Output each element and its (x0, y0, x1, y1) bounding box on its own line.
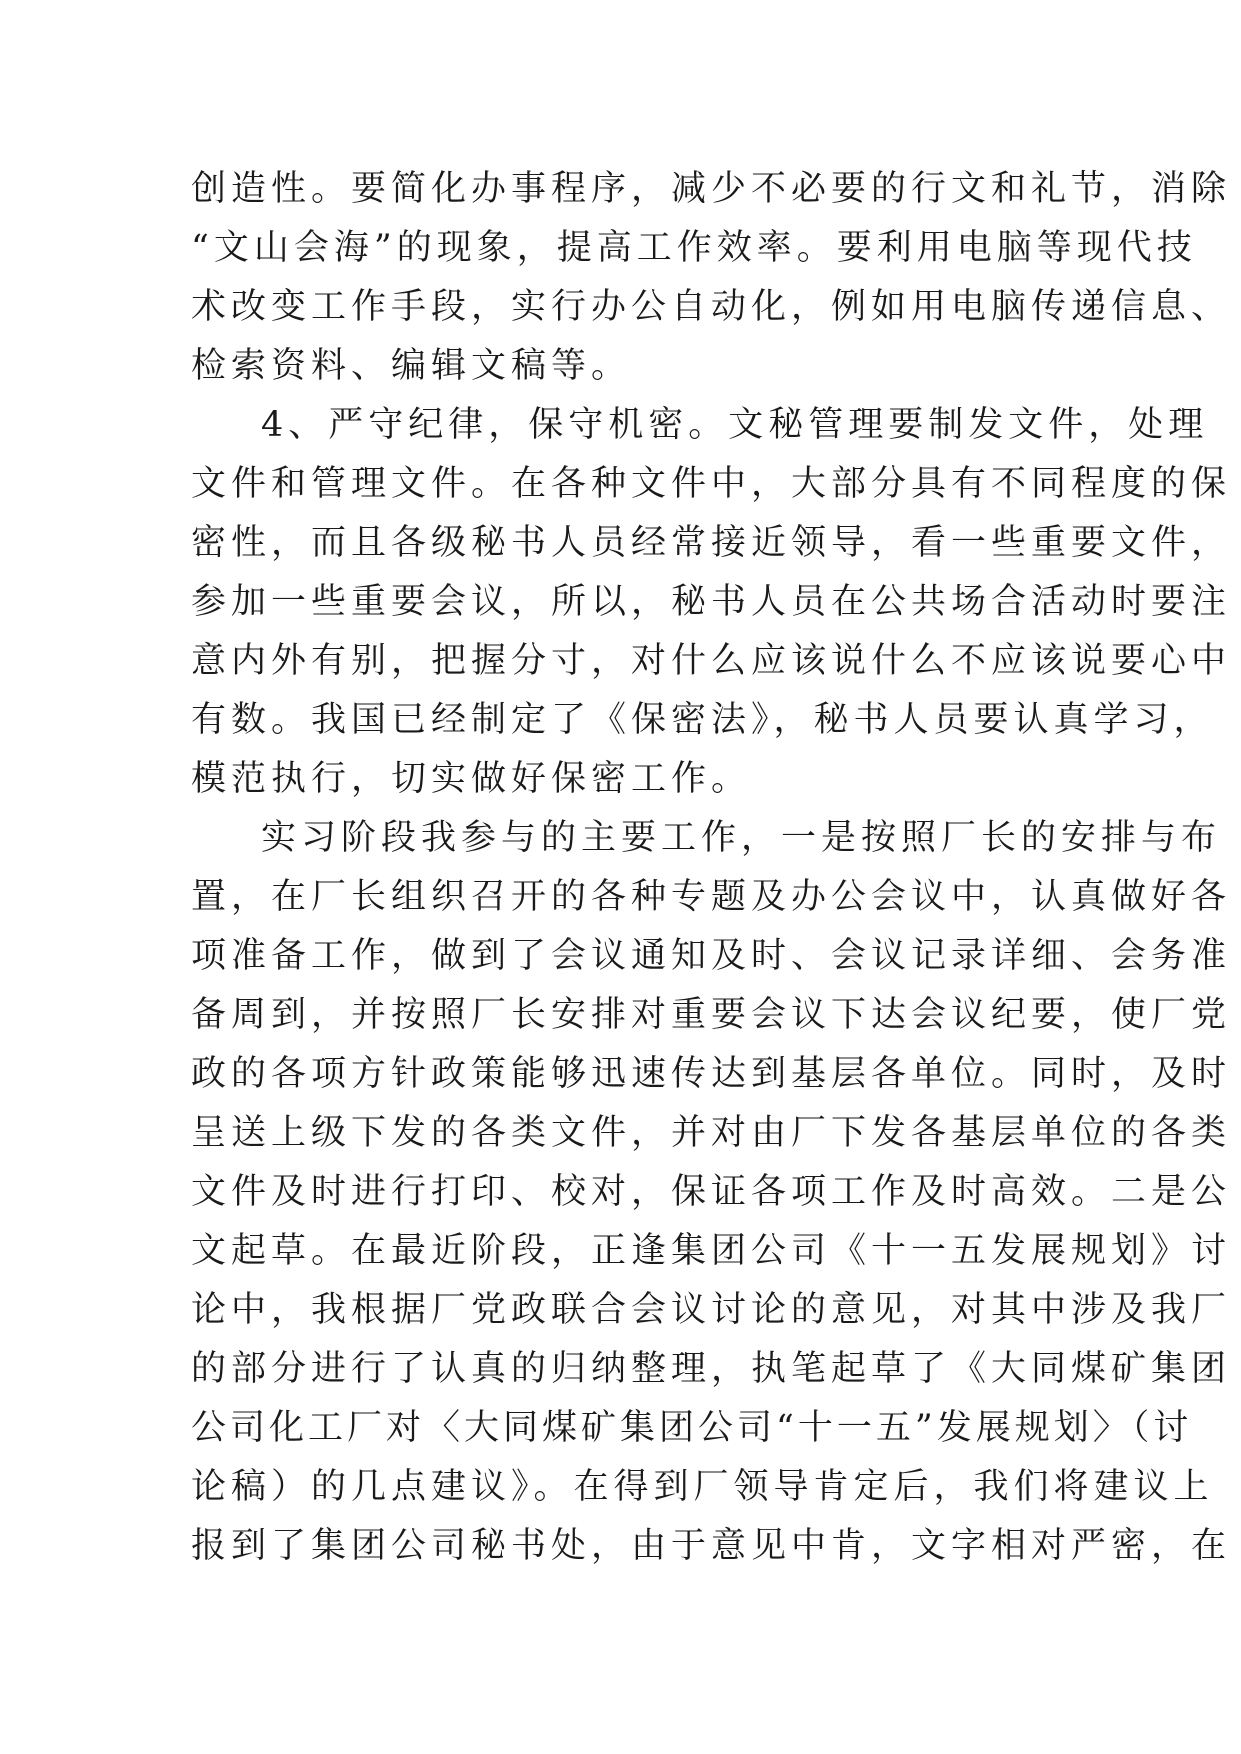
text-line: 意内外有别，把握分寸，对什么应该说什么不应该说要心中 (191, 641, 1232, 681)
text-line: 的部分进行了认真的归纳整理，执笔起草了《大同煤矿集团 (191, 1349, 1232, 1389)
text-line: 文件和管理文件。在各种文件中，大部分具有不同程度的保 (191, 464, 1232, 504)
text-line: 公司化工厂对〈大同煤矿集团公司“十一五”发展规划〉（讨 (191, 1408, 1193, 1448)
text-line: “文山会海”的现象，提高工作效率。要利用电脑等现代技 (191, 228, 1197, 268)
text-line: 报到了集团公司秘书处，由于意见中肯，文字相对严密，在 (191, 1526, 1232, 1566)
text-line: 项准备工作，做到了会议通知及时、会议记录详细、会务准 (191, 936, 1232, 976)
text-line: 检索资料、编辑文稿等。 (191, 346, 632, 386)
text-line: 模范执行，切实做好保密工作。 (191, 759, 752, 799)
text-line: 备周到，并按照厂长安排对重要会议下达会议纪要，使厂党 (191, 995, 1232, 1035)
text-line: 术改变工作手段，实行办公自动化，例如用电脑传递信息、 (191, 287, 1232, 327)
text-line: 参加一些重要会议，所以，秘书人员在公共场合活动时要注 (191, 582, 1232, 622)
body-text (191, 160, 1232, 1576)
paragraph-start-line: 实习阶段我参与的主要工作，一是按照厂长的安排与布 (261, 818, 1222, 858)
text-line: 文件及时进行打印、校对，保证各项工作及时高效。二是公 (191, 1172, 1232, 1212)
text-line: 政的各项方针政策能够迅速传达到基层各单位。同时，及时 (191, 1054, 1232, 1094)
text-line: 论中，我根据厂党政联合会议讨论的意见，对其中涉及我厂 (191, 1290, 1232, 1330)
text-line: 文起草。在最近阶段，正逢集团公司《十一五发展规划》讨 (191, 1231, 1232, 1271)
text-line: 论稿）的几点建议》。在得到厂领导肯定后，我们将建议上 (191, 1467, 1214, 1507)
text-line: 呈送上级下发的各类文件，并对由厂下发各基层单位的各类 (191, 1113, 1232, 1153)
text-line: 有数。我国已经制定了《保密法》，秘书人员要认真学习， (191, 700, 1214, 740)
text-line: 置，在厂长组织召开的各种专题及办公会议中，认真做好各 (191, 877, 1232, 917)
text-line: 创造性。要简化办事程序，减少不必要的行文和礼节，消除 (191, 169, 1232, 209)
paragraph-start-line: 4、严守纪律，保守机密。文秘管理要制发文件，处理 (261, 405, 1209, 445)
text-line: 密性，而且各级秘书人员经常接近领导，看一些重要文件， (191, 523, 1232, 563)
